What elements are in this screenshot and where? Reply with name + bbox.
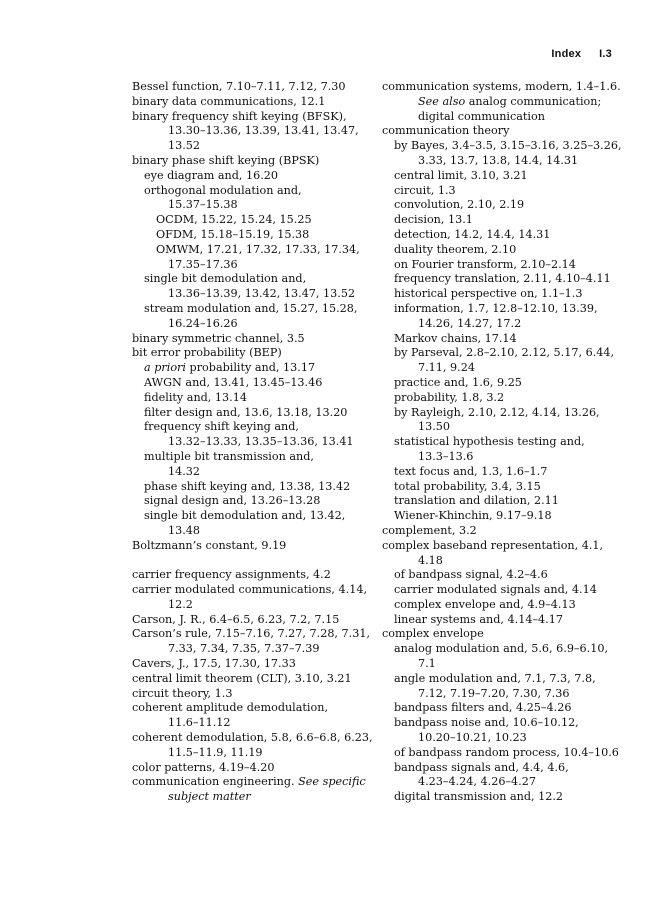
index-entry-continuation: 3.33, 13.7, 13.8, 14.4, 14.31: [418, 153, 579, 167]
index-subentry: signal design and, 13.26–13.28: [144, 494, 321, 508]
index-entry-continuation: 13.52: [168, 139, 201, 153]
index-subentry: by Bayes, 3.4–3.5, 3.15–3.16, 3.25–3.26,: [394, 139, 622, 153]
index-subentry: bandpass signals and, 4.4, 4.6,: [394, 760, 569, 774]
index-subentry: historical perspective on, 1.1–1.3: [394, 287, 583, 301]
index-entry-continuation: 4.23–4.24, 4.26–4.27: [418, 775, 536, 789]
index-subentry: linear systems and, 4.14–4.17: [394, 612, 563, 626]
index-entry-continuation: 7.33, 7.34, 7.35, 7.37–7.39: [168, 642, 320, 656]
index-subentry: a priori probability and, 13.17: [144, 361, 316, 375]
index-subentry: single bit demodulation and,: [144, 272, 307, 286]
index-entry: complex baseband representation, 4.1,: [382, 538, 604, 552]
index-entry: Cavers, J., 17.5, 17.30, 17.33: [132, 657, 296, 671]
index-entry: Carson, J. R., 6.4–6.5, 6.23, 7.2, 7.15: [132, 612, 340, 626]
index-entry-continuation: 13.48: [168, 523, 201, 537]
index-subentry: phase shift keying and, 13.38, 13.42: [144, 479, 351, 493]
index-entry: bit error probability (BEP): [132, 346, 282, 360]
index-column-right: [382, 80, 627, 805]
index-entry: coherent amplitude demodulation,: [132, 701, 328, 715]
index-subentry: of bandpass random process, 10.4–10.6: [394, 745, 619, 759]
index-entry-continuation: 12.2: [168, 597, 193, 611]
index-subentry: angle modulation and, 7.1, 7.3, 7.8,: [394, 671, 596, 685]
index-subentry: on Fourier transform, 2.10–2.14: [394, 257, 576, 271]
index-entry: complex envelope: [382, 627, 484, 641]
index-subentry: bandpass noise and, 10.6–10.12,: [394, 716, 579, 730]
index-entry: Bessel function, 7.10–7.11, 7.12, 7.30: [132, 80, 346, 93]
index-entry-continuation: subject matter: [168, 790, 251, 804]
index-subentry: by Parseval, 2.8–2.10, 2.12, 5.17, 6.44,: [394, 346, 615, 360]
index-entry: communication theory: [382, 124, 510, 138]
index-subsubentry: OMWM, 17.21, 17.32, 17.33, 17.34,: [156, 242, 360, 256]
index-subentry: fidelity and, 13.14: [144, 390, 247, 404]
index-subentry: frequency translation, 2.11, 4.10–4.11: [394, 272, 611, 286]
index-entry: complement, 3.2: [382, 523, 477, 537]
index-entry-continuation: 7.1: [418, 657, 436, 671]
index-subentry: detection, 14.2, 14.4, 14.31: [394, 227, 551, 241]
index-entry-continuation: 11.6–11.12: [168, 716, 231, 730]
index-entry-continuation: 7.12, 7.19–7.20, 7.30, 7.36: [418, 686, 570, 700]
index-entry: binary frequency shift keying (BFSK),: [132, 109, 347, 123]
index-subentry: by Rayleigh, 2.10, 2.12, 4.14, 13.26,: [394, 405, 600, 419]
index-entry-continuation: 15.37–15.38: [168, 198, 238, 212]
index-subentry: complex envelope and, 4.9–4.13: [394, 597, 576, 611]
index-subentry: bandpass filters and, 4.25–4.26: [394, 701, 572, 715]
index-entry: Carson’s rule, 7.15–7.16, 7.27, 7.28, 7.31,: [132, 627, 371, 641]
index-entry: communication systems, modern, 1.4–1.6.: [382, 80, 621, 93]
index-subentry: multiple bit transmission and,: [144, 449, 314, 463]
index-entry: Boltzmann’s constant, 9.19: [132, 538, 287, 552]
index-entry-continuation: digital communication: [418, 109, 545, 123]
index-subentry: total probability, 3.4, 3.15: [394, 479, 541, 493]
index-entry-continuation: 13.36–13.39, 13.42, 13.47, 13.52: [168, 287, 356, 301]
index-entry-continuation: 4.18: [418, 553, 443, 567]
index-subentry: Wiener-Khinchin, 9.17–9.18: [394, 509, 552, 523]
index-subsubentry: OFDM, 15.18–15.19, 15.38: [156, 227, 310, 241]
index-subentry: frequency shift keying and,: [144, 420, 299, 434]
index-entry-continuation: 14.32: [168, 464, 201, 478]
index-column-left: [132, 80, 373, 805]
index-subentry: circuit, 1.3: [394, 183, 456, 197]
index-subentry: decision, 13.1: [394, 213, 473, 227]
index-subentry: digital transmission and, 12.2: [394, 790, 564, 804]
index-entry-continuation: 11.5–11.9, 11.19: [168, 745, 263, 759]
index-subentry: single bit demodulation and, 13.42,: [144, 509, 346, 523]
letter-group-gap: [132, 554, 368, 569]
index-subentry: of bandpass signal, 4.2–4.6: [394, 568, 548, 582]
index-entry: coherent demodulation, 5.8, 6.6–6.8, 6.23,: [132, 731, 373, 745]
index-subentry: probability, 1.8, 3.2: [394, 390, 505, 404]
index-entry-continuation: 13.3–13.6: [418, 449, 474, 463]
index-entry-continuation: 13.50: [418, 420, 451, 434]
index-entry-continuation: 14.26, 14.27, 17.2: [418, 316, 522, 330]
index-subsubentry: OCDM, 15.22, 15.24, 15.25: [156, 213, 312, 227]
index-entry: carrier modulated communications, 4.14,: [132, 583, 368, 597]
index-subentry: information, 1.7, 12.8–12.10, 13.39,: [394, 301, 598, 315]
index-subentry: carrier modulated signals and, 4.14: [394, 583, 597, 597]
index-subentry: practice and, 1.6, 9.25: [394, 375, 522, 389]
index-subentry: translation and dilation, 2.11: [394, 494, 559, 508]
index-subentry: orthogonal modulation and,: [144, 183, 302, 197]
index-subentry: duality theorem, 2.10: [394, 242, 517, 256]
index-entry-continuation: 10.20–10.21, 10.23: [418, 731, 527, 745]
header-section: Index: [551, 48, 582, 60]
index-subentry: central limit, 3.10, 3.21: [394, 168, 528, 182]
index-subentry: stream modulation and, 15.27, 15.28,: [144, 301, 358, 315]
index-entry-continuation: 7.11, 9.24: [418, 361, 475, 375]
index-subentry: text focus and, 1.3, 1.6–1.7: [394, 464, 548, 478]
index-entry: carrier frequency assignments, 4.2: [132, 568, 331, 582]
index-entry-continuation: 13.30–13.36, 13.39, 13.41, 13.47,: [168, 124, 359, 138]
index-subentry: Markov chains, 17.14: [394, 331, 517, 345]
page-header: [551, 48, 612, 60]
index-entry: central limit theorem (CLT), 3.10, 3.21: [132, 671, 352, 685]
index-entry: color patterns, 4.19–4.20: [132, 760, 275, 774]
index-entry: binary symmetric channel, 3.5: [132, 331, 305, 345]
index-entry: communication engineering. See specific: [132, 775, 366, 789]
index-entry: circuit theory, 1.3: [132, 686, 233, 700]
index-entry-continuation: 17.35–17.36: [168, 257, 238, 271]
index-entry-continuation: 16.24–16.26: [168, 316, 238, 330]
index-subentry: analog modulation and, 5.6, 6.9–6.10,: [394, 642, 609, 656]
index-subentry: eye diagram and, 16.20: [144, 168, 279, 182]
index-subentry: AWGN and, 13.41, 13.45–13.46: [144, 375, 323, 389]
index-subentry: convolution, 2.10, 2.19: [394, 198, 525, 212]
header-page-number: I.3: [599, 48, 612, 60]
index-entry: binary data communications, 12.1: [132, 94, 326, 108]
index-entry: binary phase shift keying (BPSK): [132, 153, 320, 167]
index-subentry: statistical hypothesis testing and,: [394, 435, 585, 449]
index-entry-continuation: See also analog communication;: [418, 94, 602, 108]
index-entry-continuation: 13.32–13.33, 13.35–13.36, 13.41: [168, 435, 354, 449]
index-subentry: filter design and, 13.6, 13.18, 13.20: [144, 405, 348, 419]
